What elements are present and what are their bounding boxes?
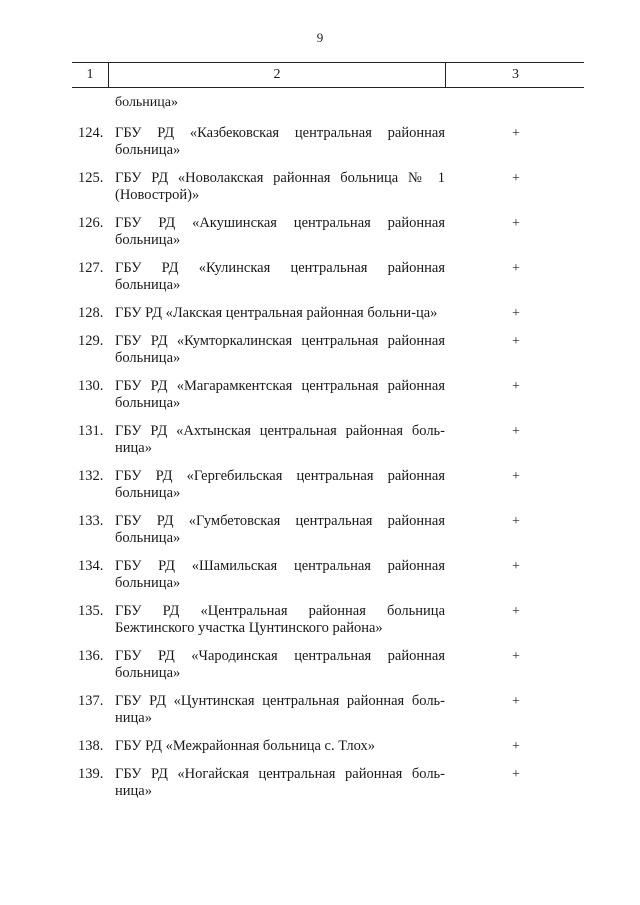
institution-name: ГБУ РД «Центральная районная больница Бежтинского участка Цунтинского района»	[115, 603, 445, 636]
table-row	[0, 766, 640, 800]
table-row	[0, 260, 640, 294]
row-number: 136.	[78, 648, 104, 664]
page-number: 9	[316, 30, 324, 45]
table-row	[0, 468, 640, 502]
plus-mark: +	[512, 767, 520, 782]
row-number: 131.	[78, 423, 104, 439]
plus-mark: +	[512, 171, 520, 186]
row-number: 128.	[78, 305, 104, 321]
header-divider	[445, 63, 446, 87]
institution-name: ГБУ РД «Шамильская центральная районная больница»	[115, 558, 445, 591]
header-col-1: 1	[86, 67, 94, 82]
table-row	[0, 513, 640, 547]
table-header	[72, 62, 584, 88]
institution-name: ГБУ РД «Межрайонная больница с. Тлох»	[115, 738, 376, 754]
table-row	[0, 603, 640, 637]
plus-mark: +	[512, 216, 520, 231]
institution-name: ГБУ РД «Магарамкентская центральная районная больница»	[115, 378, 445, 411]
row-number: 133.	[78, 513, 104, 529]
table-row	[0, 305, 640, 322]
institution-name: ГБУ РД «Кумторкалинская центральная районная больница»	[115, 333, 445, 366]
row-number: 135.	[78, 603, 104, 619]
row-number: 129.	[78, 333, 104, 349]
institution-name: ГБУ РД «Цунтинская центральная районная боль-ница»	[115, 693, 445, 726]
institution-name: ГБУ РД «Ахтынская центральная районная боль-ница»	[115, 423, 445, 456]
plus-mark: +	[512, 126, 520, 141]
institution-name: ГБУ РД «Ногайская центральная районная боль-ница»	[115, 766, 445, 799]
row-number: 134.	[78, 558, 104, 574]
row-number: 138.	[78, 738, 104, 754]
row-number: 137.	[78, 693, 104, 709]
row-number: 132.	[78, 468, 104, 484]
institution-name: ГБУ РД «Гергебильская центральная районная больница»	[115, 468, 445, 501]
institution-name: ГБУ РД «Кулинская центральная районная больница»	[115, 260, 445, 293]
institution-name: ГБУ РД «Казбековская центральная районная больница»	[115, 125, 445, 158]
row-number: 125.	[78, 170, 104, 186]
plus-mark: +	[512, 514, 520, 529]
row-number: 139.	[78, 766, 104, 782]
institution-name: ГБУ РД «Гумбетовская центральная районная больница»	[115, 513, 445, 546]
table-row	[0, 333, 640, 367]
plus-mark: +	[512, 334, 520, 349]
plus-mark: +	[512, 694, 520, 709]
plus-mark: +	[512, 306, 520, 321]
table-row	[0, 648, 640, 682]
table-row	[0, 558, 640, 592]
institution-name: ГБУ РД «Лакская центральная районная больни-ца»	[115, 305, 438, 321]
table-row	[0, 738, 640, 755]
plus-mark: +	[512, 559, 520, 574]
table-row	[0, 423, 640, 457]
row-number: 130.	[78, 378, 104, 394]
plus-mark: +	[512, 739, 520, 754]
table-row	[0, 378, 640, 412]
row-number: 124.	[78, 125, 104, 141]
header-col-3: 3	[512, 67, 519, 82]
institution-name: ГБУ РД «Новолакская районная больница № 1 (Новострой)»	[115, 170, 445, 203]
row-number: 126.	[78, 215, 104, 231]
plus-mark: +	[512, 424, 520, 439]
table-row	[0, 170, 640, 204]
continuation-text: больница»	[115, 95, 178, 110]
institution-name: ГБУ РД «Чародинская центральная районная больница»	[115, 648, 445, 681]
plus-mark: +	[512, 379, 520, 394]
row-number: 127.	[78, 260, 104, 276]
institution-name: ГБУ РД «Акушинская центральная районная больница»	[115, 215, 445, 248]
header-col-2: 2	[273, 67, 281, 82]
plus-mark: +	[512, 649, 520, 664]
table-row	[0, 693, 640, 727]
plus-mark: +	[512, 604, 520, 619]
table-row	[0, 125, 640, 159]
plus-mark: +	[512, 261, 520, 276]
plus-mark: +	[512, 469, 520, 484]
table-row	[0, 215, 640, 249]
table-body	[0, 125, 640, 811]
